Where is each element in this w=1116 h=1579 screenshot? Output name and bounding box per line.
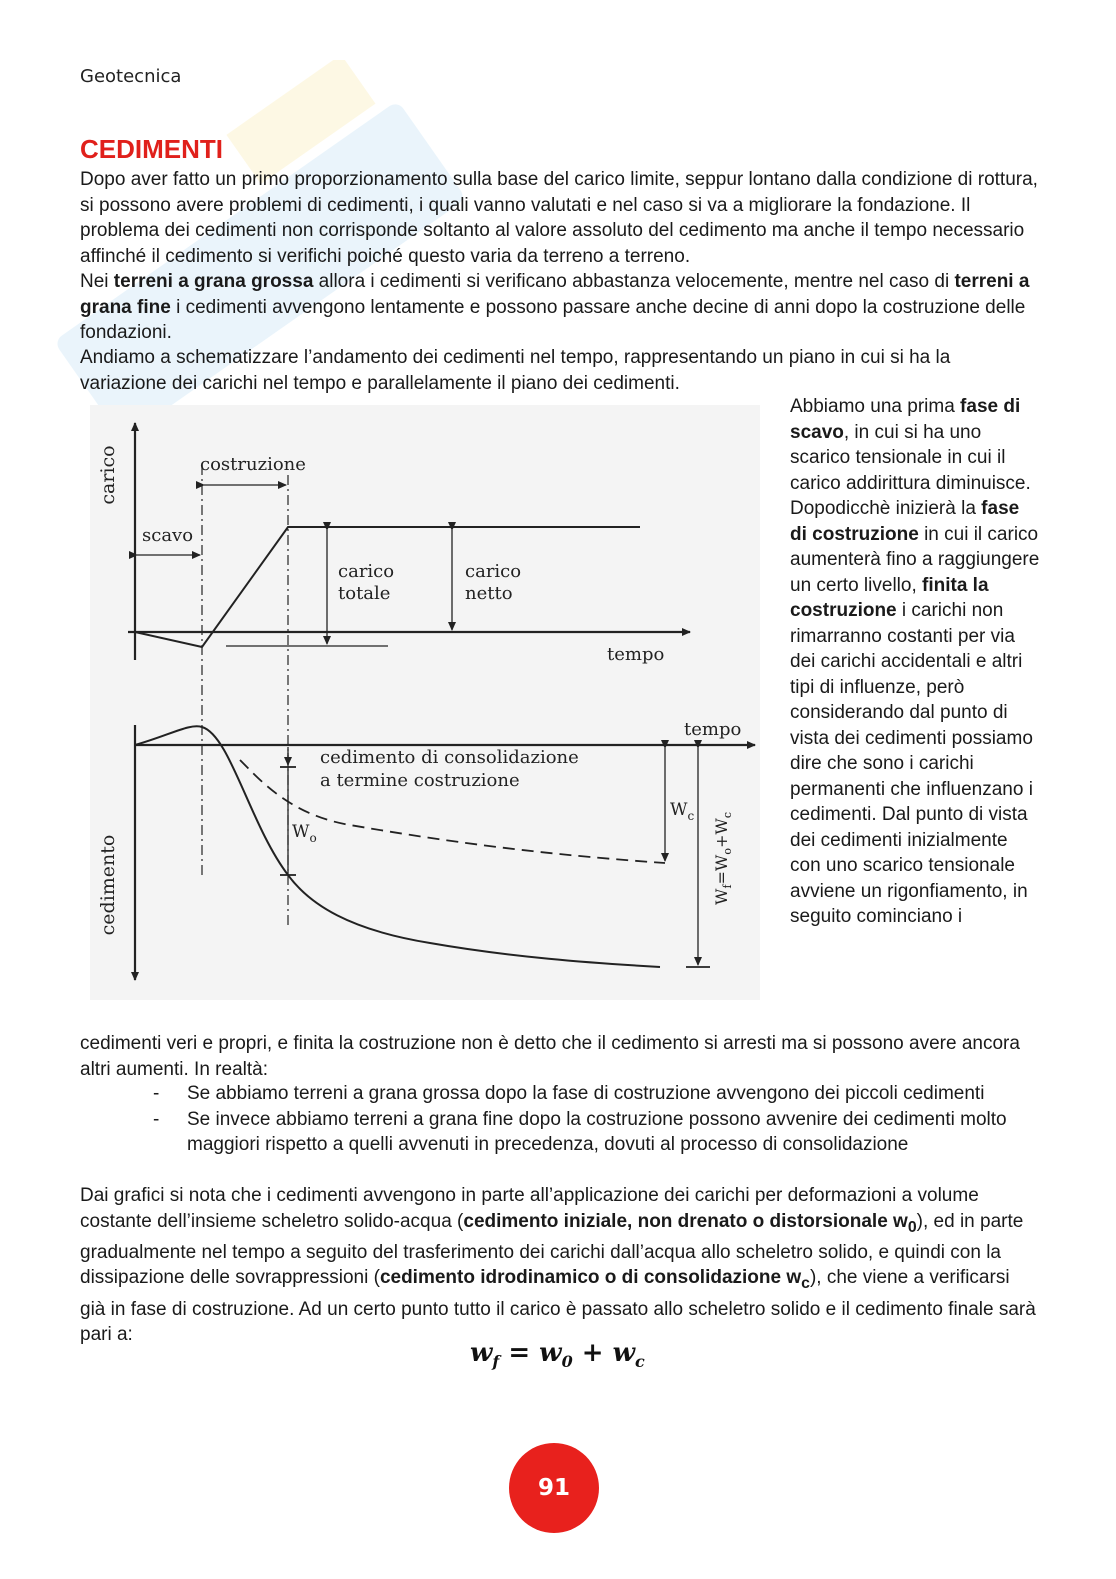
label-carico-netto-2: netto	[465, 583, 513, 604]
label-consolidazione-2: a termine costruzione	[320, 770, 520, 791]
section-title: CEDIMENTI	[80, 134, 223, 164]
side-paragraph: Abbiamo una prima fase di scavo, in cui si ha uno scarico tensionale in cui il carico addirittura diminuisce. Dopodicchè inizierà la fase di costruzione in cui il carico aumenterà fino a raggiungere un certo livello, finita la costruzione i carichi non rimarranno costanti per via dei carichi accidentali e altri tipi di influenze, però considerando dal punto di vista dei cedimenti possiamo dire che sono i carichi permanenti che influenzano i cedimenti. Dal punto di vista dei cedimenti inizialmente con uno scarico tensionale avviene un rigonfiamento, in seguito cominciano i	[790, 396, 1040, 927]
list-item: - Se invece abbiamo terreni a grana fine dopo la costruzione possono avvenire dei cedimenti molto maggiori rispetto a quelli avvenuti in precedenza, dovuti al processo di consolidazione	[153, 1108, 1007, 1155]
label-carico-netto-1: carico	[465, 561, 522, 582]
label-carico-totale-1: carico	[338, 561, 395, 582]
label-tempo-bottom: tempo	[684, 719, 742, 740]
settlement-formula: $w_f = w_0 + w_c$	[470, 1338, 645, 1372]
settlement-diagram	[90, 405, 760, 1000]
list-item: - Se abbiamo terreni a grana grossa dopo la fase di costruzione avvengono dei piccoli cedimenti	[153, 1083, 985, 1104]
page-number-badge: 91	[509, 1443, 599, 1533]
label-tempo-top: tempo	[607, 644, 665, 665]
label-costruzione: costruzione	[200, 454, 306, 475]
label-carico: carico	[97, 445, 119, 505]
label-consolidazione-1: cedimento di consolidazione	[320, 747, 579, 768]
continuation-paragraph: cedimenti veri e propri, e finita la costruzione non è detto che il cedimento si arresti ma si possono avere ancora altri aumenti. In realtà:	[80, 1033, 1020, 1080]
page-header: Geotecnica	[80, 66, 182, 87]
final-paragraph: Dai grafici si nota che i cedimenti avvengono in parte all’applicazione dei carichi per deformazioni a volume costante dell’insieme scheletro solido-acqua (cedimento iniziale, non drenato o distorsionale $w_0$), ed in parte gradualmente nel tempo a seguito del trasferimento dei carichi dall’acqua allo scheletro solido, e quindi con la dissipazione delle sovrappressioni (cedimento idrodinamico o di consolidazione $w_c$), che viene a verificarsi già in fase di costruzione. Ad un certo punto tutto il carico è passato allo scheletro solido e il cedimento finale sarà pari a:	[80, 1185, 1036, 1346]
intro-paragraph-1: Dopo aver fatto un primo proporzionamento sulla base del carico limite, seppur lontano dalla condizione di rottura, si possono avere problemi di cedimenti, i quali vanno valutati e nel caso si va a migliorare la fondazione. Il problema dei cedimenti non corrisponde soltanto al valore assoluto del cedimento ma anche il tempo necessario affinché il cedimento si verifichi poiché questo varia da terreno a terreno.	[80, 169, 1038, 267]
soil-list	[80, 1081, 1040, 1158]
label-wf: $W_f=W_o+W_c$	[712, 811, 734, 905]
label-w0: $W_o$	[292, 822, 317, 845]
label-wc: $W_c$	[670, 800, 695, 823]
intro-paragraph-2: Nei terreni a grana grossa allora i cedimenti si verificano abbastanza velocemente, mentre nel caso di terreni a grana fine i cedimenti avvengono lentamente e possono passare anche decine di anni dopo la costruzione delle fondazioni.	[80, 271, 1030, 343]
label-cedimento: cedimento	[97, 834, 119, 936]
label-carico-totale-2: totale	[338, 583, 391, 604]
intro-paragraph-3: Andiamo a schematizzare l’andamento dei cedimenti nel tempo, rappresentando un piano in cui si ha la variazione dei carichi nel tempo e parallelamente il piano dei cedimenti.	[80, 347, 951, 394]
label-scavo: scavo	[142, 525, 194, 546]
